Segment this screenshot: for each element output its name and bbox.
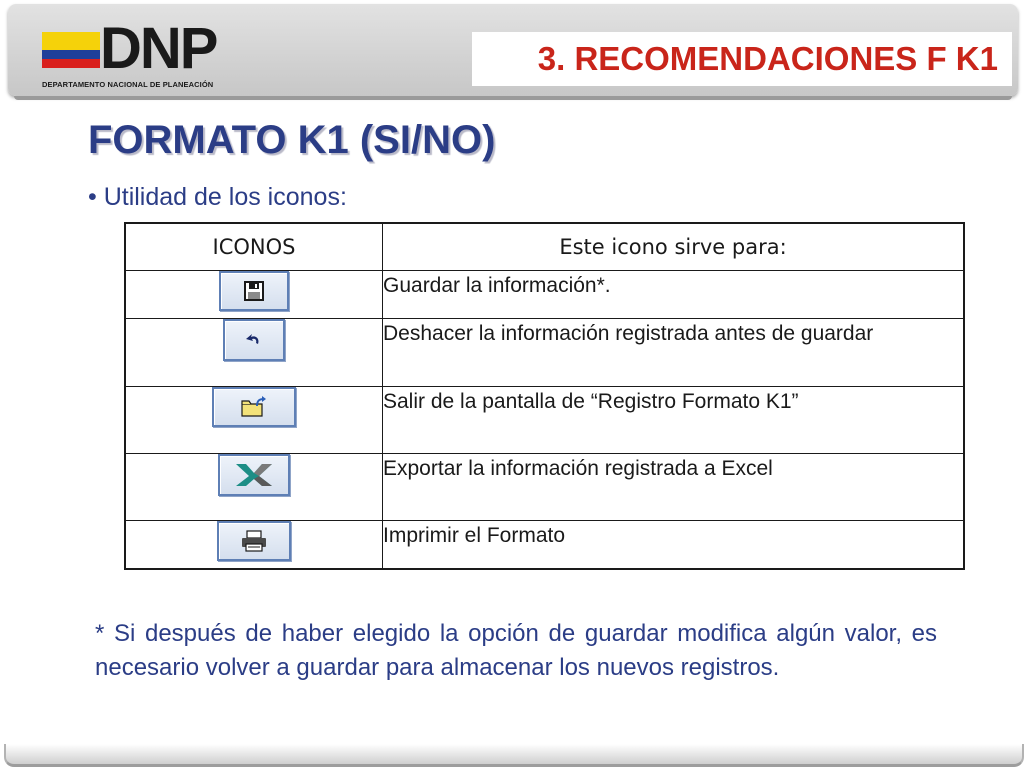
undo-icon[interactable] [223,319,285,361]
row-description: Imprimir el Formato [383,521,965,569]
logo-text: DNP [100,16,217,81]
header-icons: ICONOS [125,223,383,271]
header-description: Este icono sirve para: [383,223,965,271]
row-description: Deshacer la información registrada antes de guardar [383,319,965,387]
footer-bar [4,744,1024,767]
footnote: * Si después de haber elegido la opción de guardar modifica algún valor, es necesario volver a guardar para almacenar los nuevos registros. [95,620,937,681]
header-banner [8,4,1018,96]
excel-export-icon[interactable] [218,454,290,496]
table-row [125,387,964,454]
section-title-box [472,32,1012,86]
row-description: Salir de la pantalla de “Registro Formato K1” [383,387,965,454]
section-title: 3. RECOMENDACIONES F K1 [537,40,998,77]
logo-subtitle: DEPARTAMENTO NACIONAL DE PLANEACIÓN [42,80,214,89]
page-title: FORMATO K1 (SI/NO) [88,118,496,162]
table-row [125,319,964,387]
row-description: Guardar la información*. [383,271,965,319]
table-row [125,271,964,319]
table-header-row [125,223,964,271]
table-row [125,454,964,521]
row-description: Exportar la información registrada a Excel [383,454,965,521]
bullet-text: • Utilidad de los iconos: [88,183,347,211]
colombia-flag-icon [42,32,100,68]
table-row [125,521,964,569]
print-icon[interactable] [217,521,291,561]
icons-table [124,222,965,570]
exit-folder-icon[interactable] [212,387,296,427]
dnp-logo [38,16,248,94]
save-icon[interactable] [219,271,289,311]
